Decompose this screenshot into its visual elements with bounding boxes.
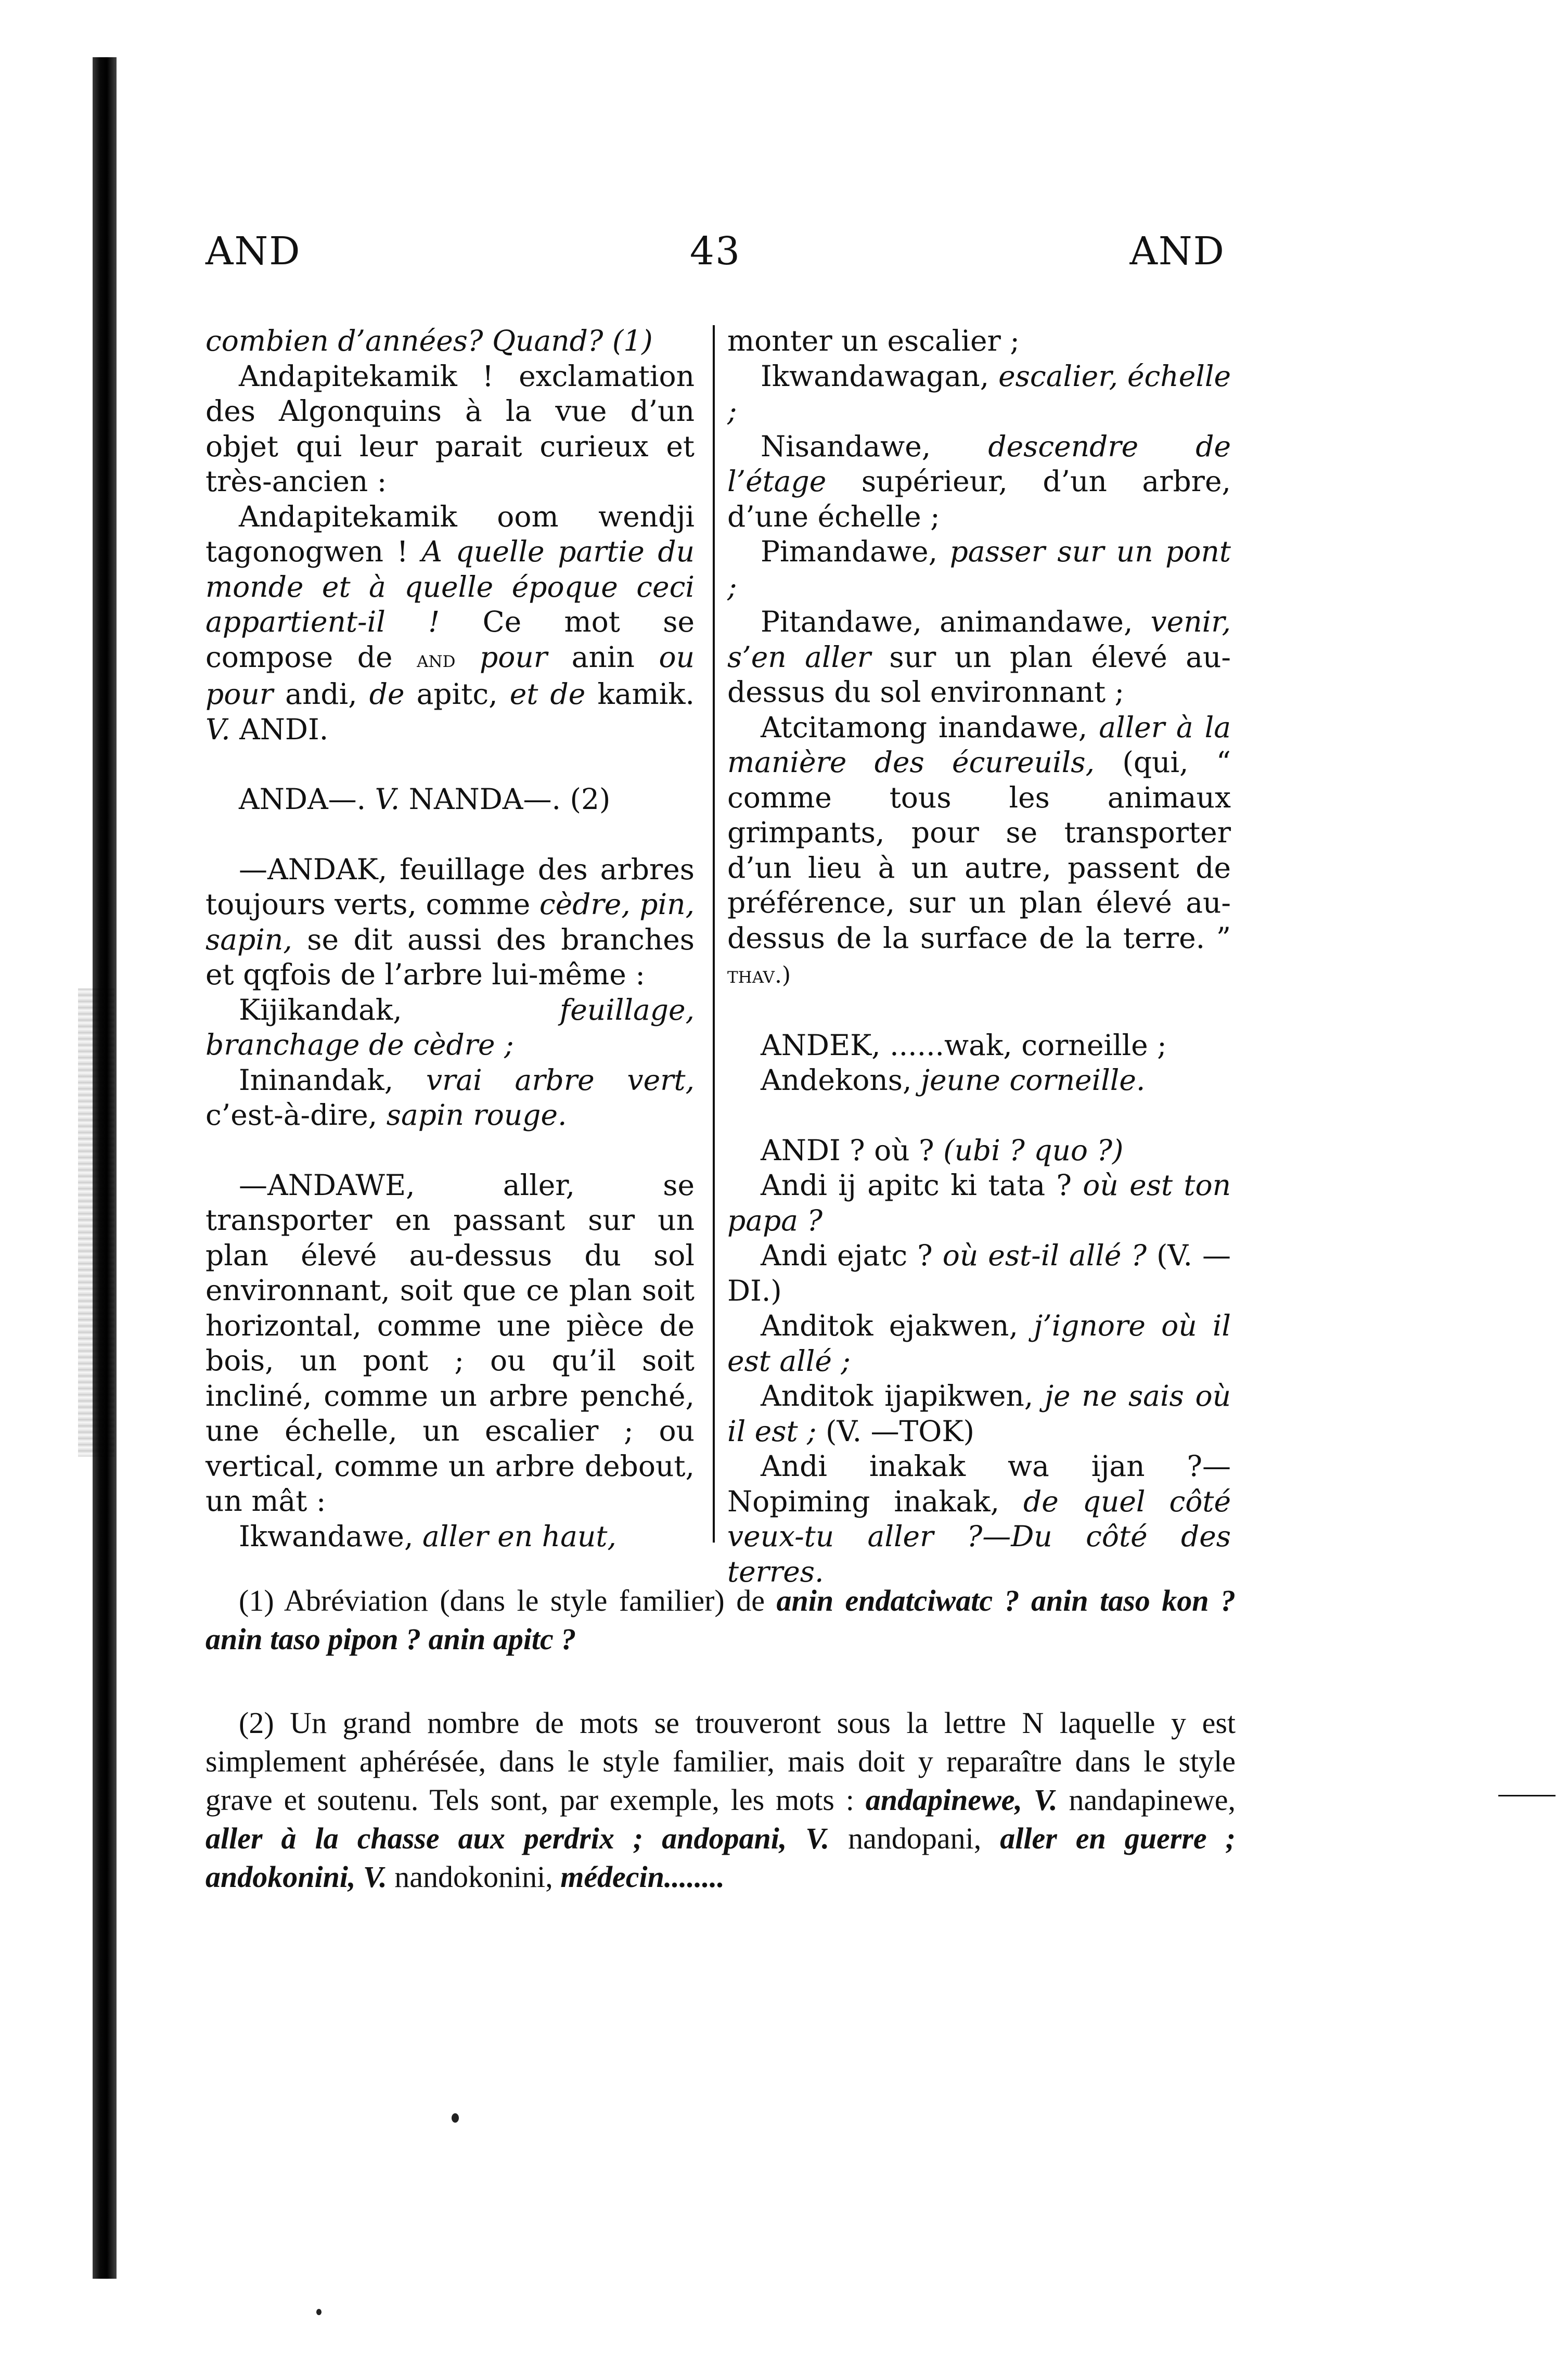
text-run: médecin........ (560, 1860, 725, 1894)
text-run: kamik. (597, 677, 695, 711)
text-run: se dit aussi des branches et qqfois de l’arbre lui-même : (205, 922, 695, 991)
text-run: supérieur, d’un arbre, d’une échelle ; (727, 465, 1231, 533)
text-run: Ikwandawagan, (761, 359, 989, 393)
spacer (205, 817, 695, 852)
text-run: sapin rouge. (386, 1098, 567, 1132)
text-run: descendre de l’étage (727, 429, 1231, 498)
text-run: Andi ij apitc ki tata ? (761, 1168, 1072, 1202)
text-run: sur un plan élevé au-dessus du sol environnant ; (727, 640, 1231, 709)
text-run: jeune corneille. (920, 1063, 1146, 1097)
text-run: ANDA—. (239, 782, 366, 816)
text-run: vrai arbre vert, (426, 1063, 695, 1097)
text-run: Kijikandak, (239, 993, 402, 1026)
entry-text (727, 1238, 1231, 1308)
binding-texture (78, 988, 114, 1457)
text-run: aller en guerre ; (1000, 1821, 1236, 1855)
footnote-1 (205, 1582, 1236, 1659)
text-run: Andapitekamik oom wendji tagonogwen ! (205, 499, 695, 568)
text-run: et de (509, 677, 586, 711)
text-run: Pimandawe, (761, 535, 938, 568)
running-head (205, 229, 1225, 286)
header-left-guide-word: AND (205, 229, 301, 274)
text-run: A quelle partie du monde et à quelle époque ceci appartient-il ! (205, 535, 695, 638)
entry-text (727, 1168, 1231, 1238)
text-run: pour (480, 640, 548, 674)
text-run: Ce mot se compose de (205, 605, 695, 674)
text-run: V. (205, 712, 230, 746)
text-run: thav.) (727, 962, 791, 988)
text-run: Anditok ejakwen, (761, 1309, 1018, 1342)
entry-text (727, 1379, 1231, 1449)
text-run: où est ton papa ? (727, 1168, 1231, 1237)
entry-text: ANDEK, ......wak, corneille ; (761, 1028, 1167, 1062)
footnote-text (205, 1704, 1236, 1896)
text-run: feuillage, branchage de cèdre ; (205, 993, 695, 1061)
entry-text (727, 1449, 1231, 1589)
text-run: ou pour (205, 640, 695, 711)
text-run: où est-il allé ? (942, 1239, 1147, 1272)
text-run: escalier, échelle ; (727, 359, 1231, 428)
text-run: andopani, (662, 1821, 787, 1855)
text-run: ANDI ? où ? (761, 1133, 934, 1167)
margin-rule (1498, 1795, 1556, 1796)
spacer (727, 1098, 1231, 1133)
entry-text: monter un escalier ; (727, 324, 1020, 357)
spacer (205, 1133, 695, 1168)
header-right-guide-word: AND (1129, 229, 1225, 274)
right-column (727, 324, 1231, 1589)
text-run: Atcitamong inandawe, (761, 710, 1088, 744)
text-run: NANDA—. (408, 782, 561, 816)
entry-text (205, 852, 695, 993)
entry-text (205, 993, 695, 1063)
text-run: Andekons, (761, 1063, 912, 1097)
entry-text (205, 499, 695, 748)
text-run: nandokonini, (394, 1860, 553, 1894)
entry-text (727, 1063, 1231, 1098)
page-number: 43 (689, 229, 741, 274)
text-run: V. (1033, 1783, 1058, 1817)
text-run: (V. —TOK) (826, 1414, 974, 1448)
text-run: c’est-à-dire, (205, 1098, 378, 1132)
text-run: andapinewe, (865, 1783, 1023, 1817)
text-run: nandapinewe, (1069, 1783, 1236, 1817)
text-run: (V. —DI.) (727, 1239, 1231, 1307)
text-run: nandopani, (848, 1821, 982, 1855)
text-run: de (369, 677, 405, 711)
text-run: anin endatciwatc ? anin taso kon ? anin taso pipon ? anin apitc ? (205, 1584, 1236, 1656)
entry-text: Andapitekamik ! exclamation des Algonquins à la vue d’un objet qui leur parait curieux et très-ancien : (205, 359, 695, 498)
text-run: (qui, “ comme tous les animaux grimpants, pour se transporter d’un lieu à un autre, passent de préférence, sur un plan élevé au-dessus de la surface de la terre. ” (727, 746, 1231, 955)
text-run: Nisandawe, (761, 429, 931, 463)
text-run: aller à la chasse aux perdrix ; (205, 1821, 644, 1855)
text-run: (1) Abréviation (dans le style familier) de (239, 1584, 765, 1617)
footnote-marker: (2) (570, 782, 611, 816)
text-run: (2) Un grand nombre de mots se trouveront sous la lettre N laquelle y est simplement aphérésée, dans le style familier, mais doit y reparaître dans le style grave et soutenu. Tels sont, par exemple, les mots : (205, 1706, 1236, 1817)
column-divider (713, 325, 715, 1543)
text-run: Ininandak, (239, 1063, 394, 1097)
entry-text (727, 1308, 1231, 1379)
text-run: combien d’années? Quand? (1) (205, 324, 653, 357)
text-run: andokonini, (205, 1860, 356, 1894)
text-run: aller à la manière des écureuils, (727, 710, 1231, 779)
spacer (205, 747, 695, 782)
entry-text (727, 710, 1231, 993)
ink-speck (452, 2113, 459, 2123)
text-run: aller en haut, (422, 1519, 616, 1553)
text-run: venir, s’en aller (727, 605, 1231, 674)
entry-heading (205, 782, 695, 817)
spacer (727, 993, 1231, 1028)
text-run: Andi inakak wa ijan ?—Nopiming inakak, (727, 1449, 1231, 1518)
text-run: V. (805, 1821, 830, 1855)
text-run: passer sur un pont ; (727, 535, 1231, 603)
text-run: apitc, (416, 677, 498, 711)
text-run: je ne sais où il est ; (727, 1379, 1231, 1448)
footnote-2 (205, 1704, 1236, 1896)
entry-text (727, 605, 1231, 710)
text-run: j’ignore où il est allé ; (727, 1309, 1231, 1378)
entry-text (727, 359, 1231, 429)
ink-speck (316, 2309, 322, 2315)
entry-text (205, 1063, 695, 1133)
entry-text (727, 534, 1231, 605)
text-run: andi, (285, 677, 357, 711)
text-run: V. (375, 782, 400, 816)
text-run: ANDI. (239, 712, 329, 746)
text-run: —ANDAK, feuillage des arbres toujours verts, comme (205, 852, 695, 921)
text-run: Andi ejatc ? (761, 1239, 933, 1272)
text-run: cèdre, pin, sapin, (205, 888, 695, 956)
entry-text (205, 1519, 695, 1555)
entry-text (727, 429, 1231, 535)
entry-text: —ANDAWE, aller, se transporter en passant sur un plan élevé au-dessus du sol environnant, soit que ce plan soit horizontal, comme une pièce de bois, un pont ; ou qu’il soit incliné, comme un arbre penché, une échelle, un escalier ; ou vertical, comme un arbre debout, un mât : (205, 1168, 695, 1518)
footnote-text (205, 1582, 1236, 1659)
entry-text (727, 1133, 1231, 1168)
text-run: and (417, 646, 456, 673)
text-run: Pitandawe, animandawe, (761, 605, 1133, 638)
text-run: Anditok ijapikwen, (761, 1379, 1034, 1412)
text-run: V. (363, 1860, 387, 1894)
text-run: (ubi ? quo ?) (943, 1133, 1124, 1167)
text-run: Ikwandawe, (239, 1519, 414, 1553)
entry-text (205, 324, 695, 359)
left-column (205, 324, 695, 1554)
text-run: anin (571, 640, 635, 674)
text-run: de quel côté veux-tu aller ?—Du côté des terres. (727, 1484, 1231, 1588)
